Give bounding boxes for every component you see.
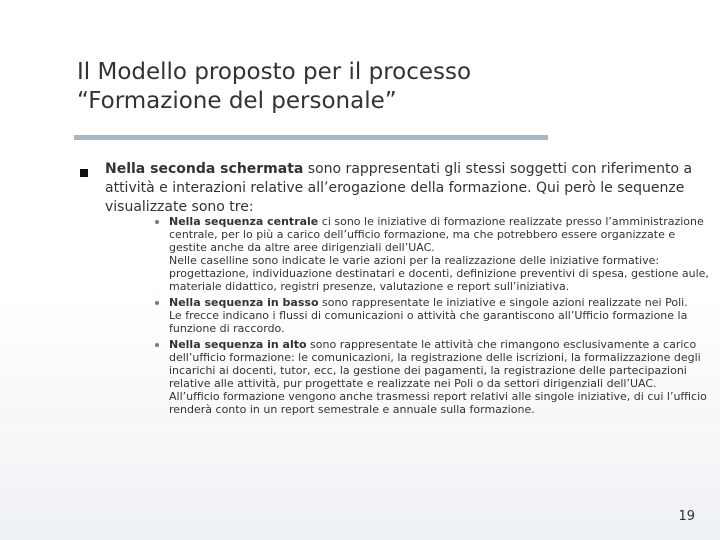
title-divider xyxy=(74,135,548,140)
sub-bullet-extra: Nelle caselline sono indicate le varie azioni per la realizzazione delle iniziative formative: progettazione, individuazione destinatari e docenti, definizione preventivi di spesa, gestione aule, materiale didattico, registri presenze, valutazione e report sull’iniziativa. xyxy=(169,254,709,293)
round-bullet-icon xyxy=(155,220,159,224)
main-bullet-text xyxy=(105,160,705,217)
sub-bullet-text: sono rappresentate le attività che rimangono esclusivamente a carico dell’ufficio formazione: le comunicazioni, la registrazione delle iscrizioni, la formalizzazione degli incarichi ai docenti, tutor, ecc, la gestione dei pagamenti, la registrazione delle partecipazioni relative alle attività, pur progettate e realizzate nei Poli o da settori dirigenziali dell’UAC. xyxy=(169,338,701,390)
sub-bullet-text: sono rappresentate le iniziative e singole azioni realizzate nei Poli. xyxy=(318,296,688,309)
sub-bullet-extra: Le frecce indicano i flussi di comunicazioni o attività che garantiscono all’Ufficio formazione la funzione di raccordo. xyxy=(169,309,688,335)
sub-bullet-bold: Nella sequenza in alto xyxy=(169,338,307,351)
square-bullet-icon xyxy=(80,169,88,177)
main-bullet-body: sono rappresentati gli stessi soggetti con riferimento a attività e interazioni relative all’erogazione della formazione. Qui però le sequenze visualizzate sono tre: xyxy=(105,161,693,215)
sub-bullet-bold: Nella sequenza in basso xyxy=(169,296,319,309)
sub-bullet-basso xyxy=(152,296,712,335)
sub-bullet-extra: All’ufficio formazione vengono anche trasmessi report relativi alle singole iniziative, di cui l’ufficio renderà conto in un report semestrale e annuale sulla formazione. xyxy=(169,390,707,416)
round-bullet-icon xyxy=(155,343,159,347)
page-number: 19 xyxy=(678,509,695,524)
main-bullet-bold: Nella seconda schermata xyxy=(105,161,304,177)
slide-title xyxy=(77,58,677,116)
sub-bullet-alto xyxy=(152,338,712,416)
sub-bullet-bold: Nella sequenza centrale xyxy=(169,215,319,228)
sub-bullet-list xyxy=(152,215,712,416)
slide-title-line-2: “Formazione del personale” xyxy=(77,88,397,114)
sub-bullet-text: ci sono le iniziative di formazione realizzate presso l’amministrazione centrale, per lo più a carico dell’ufficio formazione, ma che potrebbero essere organizzate e gestite anche da altre aree dirigenziali dell’UAC. xyxy=(169,215,704,254)
sub-bullet-centrale xyxy=(152,215,712,293)
slide-title-line-1: Il Modello proposto per il processo xyxy=(77,59,472,85)
round-bullet-icon xyxy=(155,301,159,305)
